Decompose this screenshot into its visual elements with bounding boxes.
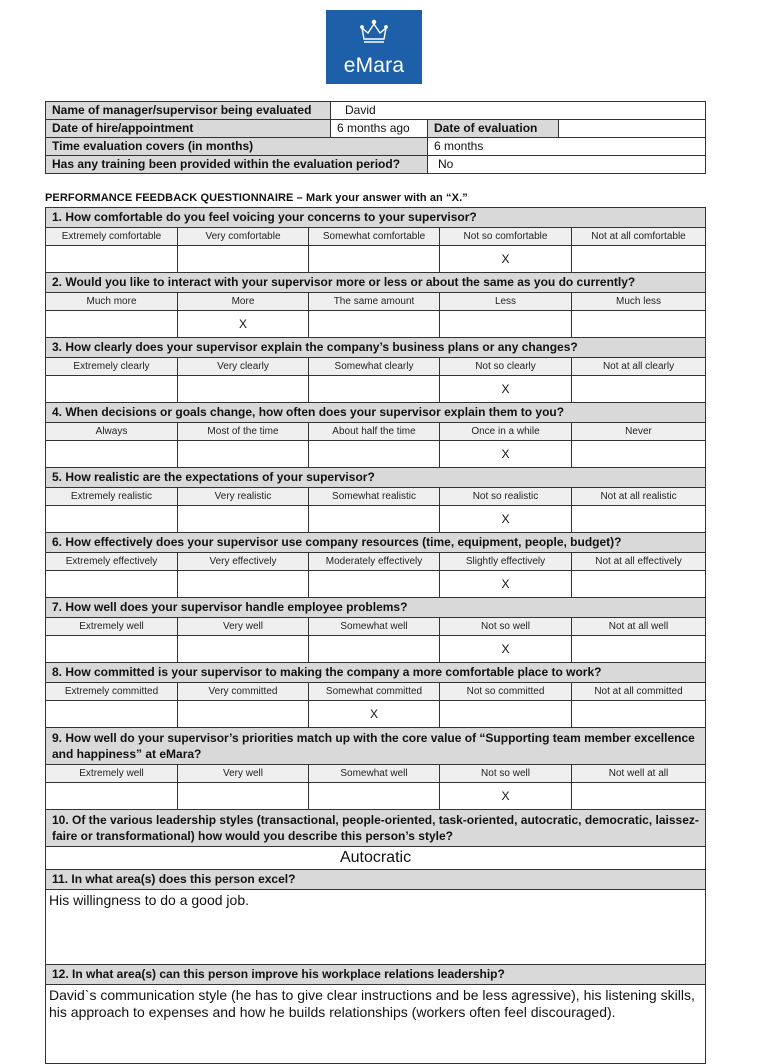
question-2-answer-cell[interactable]: [440, 311, 572, 338]
question-1-option-label: Not at all comfortable: [572, 228, 706, 246]
question-9-answer-cell[interactable]: [309, 783, 440, 810]
question-9-answer-cell[interactable]: [46, 783, 178, 810]
manager-value[interactable]: David: [331, 102, 706, 120]
question-2-option-label: Much less: [572, 293, 706, 311]
evaluation-header-table: [45, 101, 706, 174]
question-9-answer-cell[interactable]: [572, 783, 706, 810]
time-covered-label: Time evaluation covers (in months): [46, 138, 428, 156]
question-3-answer-cell[interactable]: X: [440, 376, 572, 403]
questionnaire-title: PERFORMANCE FEEDBACK QUESTIONNAIRE – Mark your answer with an “X.”: [45, 192, 468, 204]
question-11-text: 11. In what area(s) does this person excel?: [46, 870, 706, 890]
question-4-option-label: Once in a while: [440, 423, 572, 441]
question-9-option-label: Extremely well: [46, 765, 178, 783]
question-6-option-label: Not at all effectively: [572, 553, 706, 571]
question-8-text: 8. How committed is your supervisor to making the company a more comfortable place to work?: [46, 663, 706, 683]
question-6-answer-cell[interactable]: [572, 571, 706, 598]
question-5-answer-cell[interactable]: [178, 506, 309, 533]
question-7-answer-cell[interactable]: X: [440, 636, 572, 663]
question-3-option-label: Somewhat clearly: [309, 358, 440, 376]
question-5-option-label: Very realistic: [178, 488, 309, 506]
evaluation-date-label: Date of evaluation: [428, 120, 559, 138]
question-8-option-label: Extremely committed: [46, 683, 178, 701]
question-3-option-label: Not at all clearly: [572, 358, 706, 376]
question-2-option-label: The same amount: [309, 293, 440, 311]
question-9-option-label: Not so well: [440, 765, 572, 783]
question-8-answer-cell[interactable]: [440, 701, 572, 728]
question-7-answer-cell[interactable]: [309, 636, 440, 663]
question-2-option-label: Less: [440, 293, 572, 311]
question-6-option-label: Slightly effectively: [440, 553, 572, 571]
question-2-answer-cell[interactable]: X: [178, 311, 309, 338]
question-8-option-label: Somewhat committed: [309, 683, 440, 701]
question-6-answer-cell[interactable]: [46, 571, 178, 598]
question-9-option-label: Somewhat well: [309, 765, 440, 783]
question-1-option-label: Not so comfortable: [440, 228, 572, 246]
question-5-option-label: Somewhat realistic: [309, 488, 440, 506]
evaluation-date-value[interactable]: [559, 120, 706, 138]
question-4-answer-cell[interactable]: [46, 441, 178, 468]
hire-date-label: Date of hire/appointment: [46, 120, 331, 138]
crown-icon: [359, 18, 389, 48]
question-4-answer-cell[interactable]: [572, 441, 706, 468]
question-4-option-label: Never: [572, 423, 706, 441]
question-1-answer-cell[interactable]: [178, 246, 309, 273]
question-2-option-label: More: [178, 293, 309, 311]
time-covered-value[interactable]: 6 months: [428, 138, 706, 156]
question-1-text: 1. How comfortable do you feel voicing your concerns to your supervisor?: [46, 208, 706, 228]
question-6-answer-cell[interactable]: [178, 571, 309, 598]
question-1-option-label: Very comfortable: [178, 228, 309, 246]
question-8-option-label: Very committed: [178, 683, 309, 701]
question-12-answer[interactable]: David`s communication style (he has to give clear instructions and be less agressive), his listening skills, his approach to expenses and how he builds relationships (workers often feel discouraged).: [46, 985, 706, 1064]
question-7-option-label: Very well: [178, 618, 309, 636]
question-7-option-label: Not at all well: [572, 618, 706, 636]
question-3-option-label: Very clearly: [178, 358, 309, 376]
question-8-answer-cell[interactable]: X: [309, 701, 440, 728]
question-9-text: 9. How well do your supervisor’s priorities match up with the core value of “Supporting team member excellence and happiness” at eMara?: [46, 728, 706, 765]
question-8-answer-cell[interactable]: [178, 701, 309, 728]
training-label: Has any training been provided within the evaluation period?: [46, 156, 428, 174]
question-10-text: 10. Of the various leadership styles (transactional, people-oriented, task-oriented, autocratic, democratic, laissez-faire or transformational) how would you describe this person’s style?: [46, 810, 706, 847]
question-5-answer-cell[interactable]: [46, 506, 178, 533]
question-8-option-label: Not so committed: [440, 683, 572, 701]
question-2-answer-cell[interactable]: [46, 311, 178, 338]
question-3-answer-cell[interactable]: [178, 376, 309, 403]
question-4-option-label: Most of the time: [178, 423, 309, 441]
question-7-option-label: Extremely well: [46, 618, 178, 636]
question-3-answer-cell[interactable]: [46, 376, 178, 403]
question-4-text: 4. When decisions or goals change, how often does your supervisor explain them to you?: [46, 403, 706, 423]
question-7-answer-cell[interactable]: [178, 636, 309, 663]
question-8-answer-cell[interactable]: [572, 701, 706, 728]
question-1-option-label: Extremely comfortable: [46, 228, 178, 246]
emara-logo: [326, 10, 422, 84]
brand-name: eMara: [343, 54, 405, 77]
question-5-option-label: Not so realistic: [440, 488, 572, 506]
question-8-option-label: Not at all committed: [572, 683, 706, 701]
questionnaire-table: [45, 207, 706, 1064]
question-1-answer-cell[interactable]: X: [440, 246, 572, 273]
question-11-answer[interactable]: His willingness to do a good job.: [46, 890, 706, 965]
question-7-option-label: Somewhat well: [309, 618, 440, 636]
question-5-answer-cell[interactable]: [309, 506, 440, 533]
manager-label: Name of manager/supervisor being evaluated: [46, 102, 331, 120]
question-5-option-label: Extremely realistic: [46, 488, 178, 506]
question-4-option-label: Always: [46, 423, 178, 441]
question-5-answer-cell[interactable]: X: [440, 506, 572, 533]
question-12-text: 12. In what area(s) can this person improve his workplace relations leadership?: [46, 965, 706, 985]
question-10-answer[interactable]: Autocratic: [46, 847, 706, 870]
question-4-answer-cell[interactable]: [178, 441, 309, 468]
question-5-answer-cell[interactable]: [572, 506, 706, 533]
question-6-option-label: Extremely effectively: [46, 553, 178, 571]
question-2-answer-cell[interactable]: [309, 311, 440, 338]
question-3-answer-cell[interactable]: [309, 376, 440, 403]
question-2-option-label: Much more: [46, 293, 178, 311]
question-9-option-label: Not well at all: [572, 765, 706, 783]
question-4-answer-cell[interactable]: X: [440, 441, 572, 468]
question-6-option-label: Very effectively: [178, 553, 309, 571]
question-6-answer-cell[interactable]: [309, 571, 440, 598]
training-value[interactable]: No: [428, 156, 706, 174]
question-9-option-label: Very well: [178, 765, 309, 783]
question-7-text: 7. How well does your supervisor handle employee problems?: [46, 598, 706, 618]
question-5-option-label: Not at all realistic: [572, 488, 706, 506]
question-6-answer-cell[interactable]: X: [440, 571, 572, 598]
question-1-option-label: Somewhat comfortable: [309, 228, 440, 246]
question-9-answer-cell[interactable]: [178, 783, 309, 810]
question-1-answer-cell[interactable]: [46, 246, 178, 273]
question-5-text: 5. How realistic are the expectations of your supervisor?: [46, 468, 706, 488]
question-1-answer-cell[interactable]: [572, 246, 706, 273]
question-2-answer-cell[interactable]: [572, 311, 706, 338]
question-3-answer-cell[interactable]: [572, 376, 706, 403]
question-7-answer-cell[interactable]: [46, 636, 178, 663]
question-9-answer-cell[interactable]: X: [440, 783, 572, 810]
question-8-answer-cell[interactable]: [46, 701, 178, 728]
question-4-option-label: About half the time: [309, 423, 440, 441]
hire-date-value[interactable]: 6 months ago: [331, 120, 428, 138]
question-6-option-label: Moderately effectively: [309, 553, 440, 571]
question-1-answer-cell[interactable]: [309, 246, 440, 273]
question-3-option-label: Extremely clearly: [46, 358, 178, 376]
question-3-text: 3. How clearly does your supervisor explain the company’s business plans or any changes?: [46, 338, 706, 358]
question-7-answer-cell[interactable]: [572, 636, 706, 663]
question-6-text: 6. How effectively does your supervisor use company resources (time, equipment, people, budget)?: [46, 533, 706, 553]
question-7-option-label: Not so well: [440, 618, 572, 636]
question-4-answer-cell[interactable]: [309, 441, 440, 468]
question-2-text: 2. Would you like to interact with your supervisor more or less or about the same as you do currently?: [46, 273, 706, 293]
question-3-option-label: Not so clearly: [440, 358, 572, 376]
